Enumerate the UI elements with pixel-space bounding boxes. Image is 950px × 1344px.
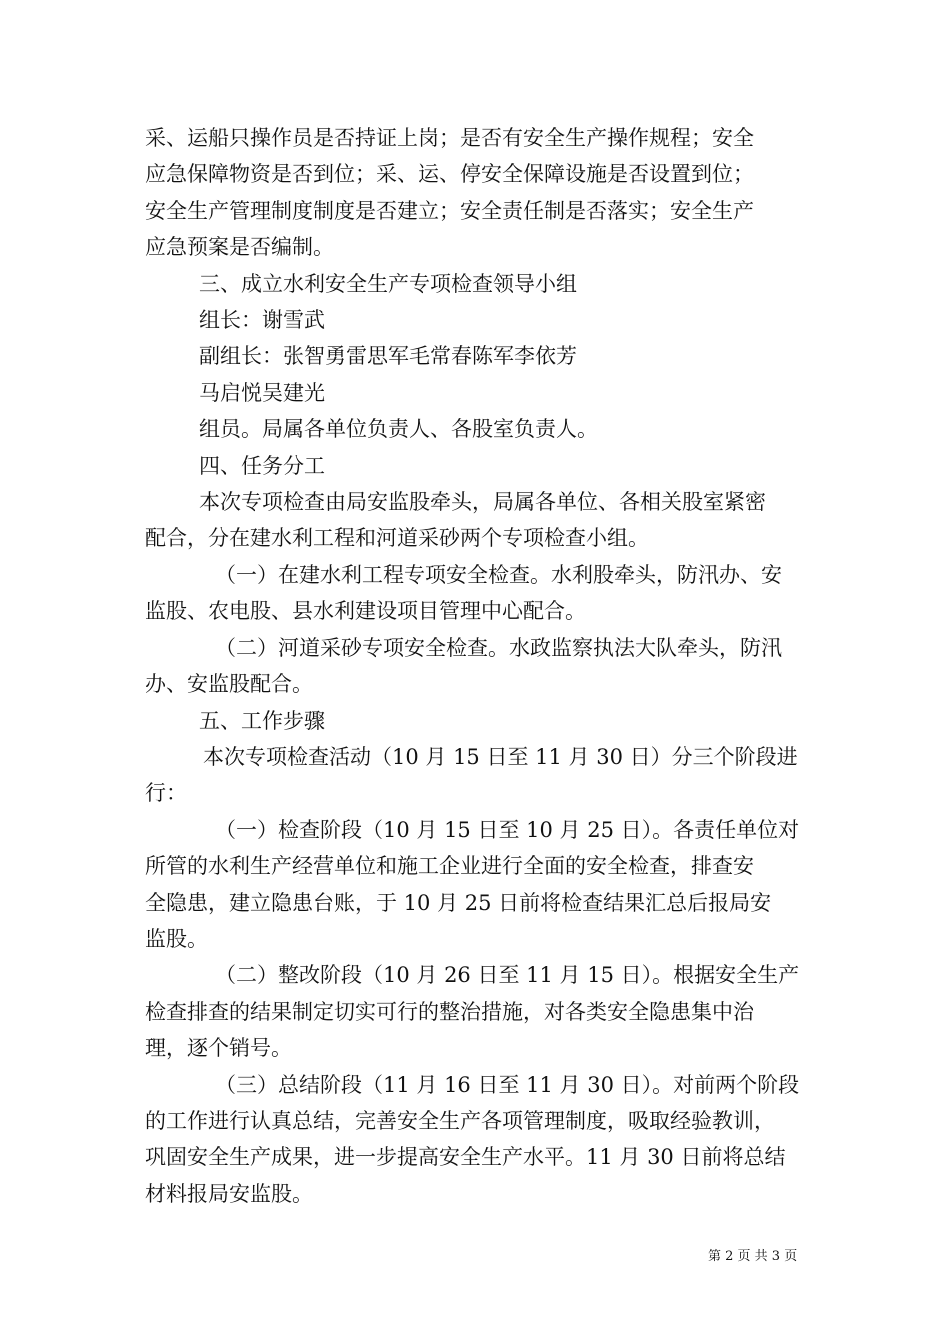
page-number: 第 2 页 共 3 页 xyxy=(708,1249,798,1264)
text-line: 监股、农电股、县水利建设项目管理中心配合。 xyxy=(145,599,586,624)
section-heading: 五、工作步骤 xyxy=(199,708,325,733)
text-line: 所管的水利生产经营单位和施工企业进行全面的安全检查，排查安 xyxy=(145,854,754,879)
text-line: 的工作进行认真总结，完善安全生产各项管理制度，吸取经验教训， xyxy=(145,1108,775,1133)
text-line: 组员。局属各单位负责人、各股室负责人。 xyxy=(199,417,598,442)
text-line: 本次专项检查由局安监股牵头，局属各单位、各相关股室紧密 xyxy=(199,490,766,515)
text-line: 检查排查的结果制定切实可行的整治措施，对各类安全隐患集中治 xyxy=(145,999,754,1024)
text-line: 监股。 xyxy=(145,926,208,951)
text-line: （二）河道采砂专项安全检查。水政监察执法大队牵头，防汛 xyxy=(215,635,782,660)
text-line: （三）总结阶段（11 月 16 日至 11 月 30 日）。对前两个阶段 xyxy=(215,1072,800,1097)
section-heading: 三、成立水利安全生产专项检查领导小组 xyxy=(199,271,577,296)
text-line: 材料报局安监股。 xyxy=(145,1181,313,1206)
text-line: 采、运船只操作员是否持证上岗；是否有安全生产操作规程；安全 xyxy=(145,126,754,150)
document-body xyxy=(145,120,810,1212)
text-line: 安全生产管理制度制度是否建立；安全责任制是否落实；安全生产 xyxy=(145,198,754,223)
text-line: （一）检查阶段（10 月 15 日至 10 月 25 日）。各责任单位对 xyxy=(215,817,800,842)
text-line: 应急预案是否编制。 xyxy=(145,235,334,260)
text-line: 配合，分在建水利工程和河道采砂两个专项检查小组。 xyxy=(145,526,649,551)
text-line: 本次专项检查活动（10 月 15 日至 11 月 30 日）分三个阶段进 xyxy=(203,744,798,769)
text-line: 行： xyxy=(145,781,187,806)
text-line: 巩固安全生产成果，进一步提高安全生产水平。11 月 30 日前将总结 xyxy=(145,1145,786,1170)
text-line: 马启悦吴建光 xyxy=(199,380,325,405)
text-line: 理，逐个销号。 xyxy=(145,1036,292,1061)
text-line: 应急保障物资是否到位；采、运、停安全保障设施是否设置到位； xyxy=(145,162,754,187)
text-line: 组长：谢雪武 xyxy=(199,308,325,333)
text-line: （二）整改阶段（10 月 26 日至 11 月 15 日）。根据安全生产 xyxy=(215,963,800,988)
text-line: 办、安监股配合。 xyxy=(145,672,313,697)
section-heading: 四、任务分工 xyxy=(199,453,325,478)
text-line: （一）在建水利工程专项安全检查。水利股牵头，防汛办、安 xyxy=(215,562,782,587)
text-line: 副组长：张智勇雷思军毛常春陈军李依芳 xyxy=(199,344,577,369)
text-line: 全隐患，建立隐患台账，于 10 月 25 日前将检查结果汇总后报局安 xyxy=(145,890,772,915)
